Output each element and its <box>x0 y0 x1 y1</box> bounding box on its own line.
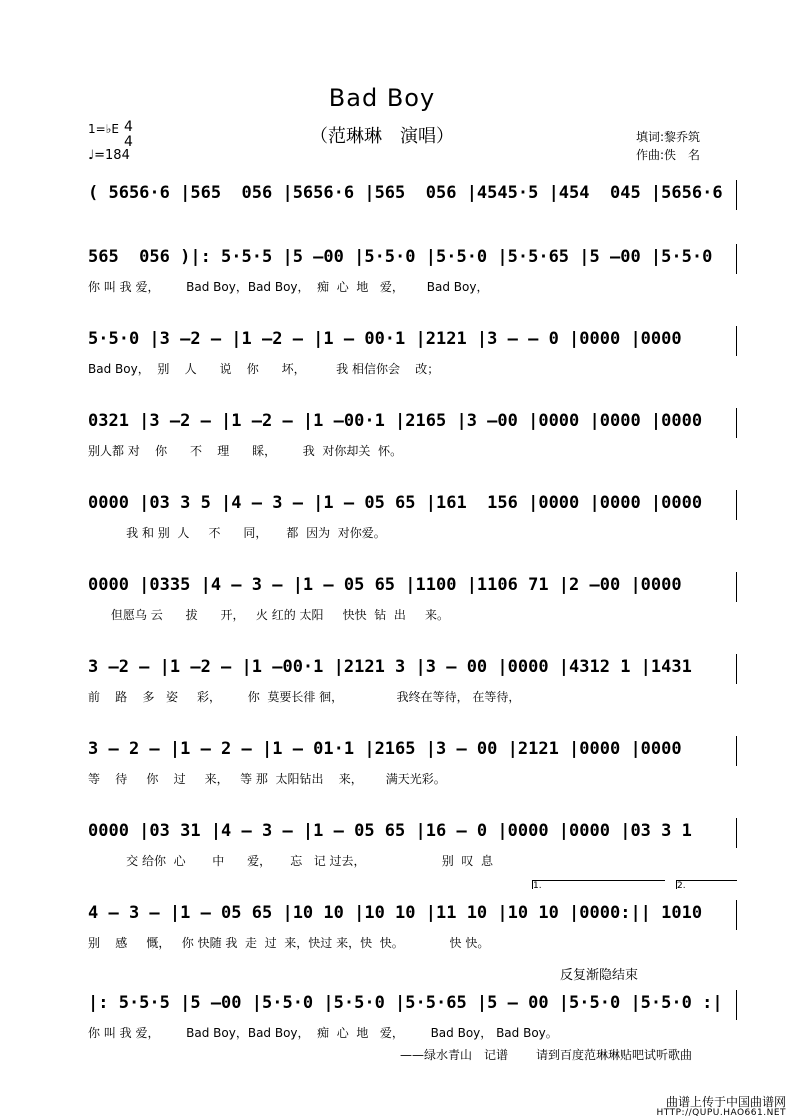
lyricist-credit: 填词:黎乔筑 <box>636 130 701 144</box>
score-row <box>86 900 738 960</box>
row-notes: 5·5·0 |3 —2 — |1 —2 — |1 — 00·1 |2121 |3 — — 0 |0000 |0000 <box>88 329 682 349</box>
score-row <box>86 818 738 878</box>
key-signature: 1=♭E <box>88 122 119 136</box>
row-lyrics: 我 和 别 人 不 同， 都 因为 对你爱。 <box>88 526 386 540</box>
row-lyrics: Bad Boy， 别 人 说 你 坏， 我 相信你会 改； <box>88 362 440 376</box>
barline <box>736 490 737 520</box>
song-title: Bad Boy <box>328 84 436 112</box>
barline <box>736 654 737 684</box>
transcriber-credit: ——绿水青山 记谱 <box>400 1048 509 1062</box>
row-lyrics: 前 路 多 姿 彩， 你 莫要长徘 徊， 我终在等待， 在等待， <box>88 690 521 704</box>
score-row <box>86 736 738 796</box>
barline <box>736 572 737 602</box>
score-row <box>86 408 738 468</box>
tempo-marking: ♩=184 <box>88 148 130 163</box>
row-notes: 3 — 2 — |1 — 2 — |1 — 01·1 |2165 |3 — 00 |2121 |0000 |0000 <box>88 739 682 759</box>
meter-top: 4 <box>124 119 133 135</box>
row-lyrics: 你 叫 我 爱， Bad Boy，Bad Boy， 痴 心 地 爱， Bad Boy， Bad Boy。 <box>88 1026 558 1040</box>
time-signature <box>124 120 133 150</box>
composer-credit: 作曲:佚 名 <box>636 148 701 162</box>
row-lyrics: 别人都 对 你 不 理 睬， 我 对你却关 怀。 <box>88 444 403 458</box>
meter-bottom: 4 <box>124 134 133 150</box>
barline <box>736 990 737 1020</box>
row-lyrics: 你 叫 我 爱， Bad Boy，Bad Boy， 痴 心 地 爱， Bad Boy， <box>88 280 489 294</box>
score-row <box>86 572 738 632</box>
barline <box>736 408 737 438</box>
score-row <box>86 654 738 714</box>
barline <box>736 244 737 274</box>
barline <box>736 326 737 356</box>
barline <box>736 818 737 848</box>
listen-note: 请到百度范琳琳贴吧试听歌曲 <box>536 1048 693 1062</box>
row-notes: ( 5656·6 |565 056 |5656·6 |565 056 |4545·5 |454 045 |5656·6 <box>88 183 723 203</box>
row-notes: 0321 |3 —2 — |1 —2 — |1 —00·1 |2165 |3 —00 |0000 |0000 |0000 <box>88 411 703 431</box>
song-subtitle: （范琳琳 演唱） <box>310 126 454 147</box>
row-notes: 4 — 3 — |1 — 05 65 |10 10 |10 10 |11 10 |10 10 |0000:|| 1010 <box>88 903 703 923</box>
score-row <box>86 490 738 550</box>
watermark-line2: HTTP://QUPU.HAO661.NET <box>656 1108 786 1118</box>
barline <box>736 900 737 930</box>
score-row <box>86 180 738 240</box>
row-lyrics: 等 待 你 过 来， 等 那 太阳钻出 来， 满天光彩。 <box>88 772 446 786</box>
repeat-fade-note: 反复渐隐结束 <box>560 968 639 983</box>
score-row <box>86 244 738 304</box>
row-notes: 0000 |03 3 5 |4 — 3 — |1 — 05 65 |161 156 |0000 |0000 |0000 <box>88 493 703 513</box>
watermark-line1: 曲谱上传于中国曲谱网 <box>665 1095 786 1109</box>
row-notes: 0000 |0335 |4 — 3 — |1 — 05 65 |1100 |1106 71 |2 —00 |0000 <box>88 575 682 595</box>
barline <box>736 736 737 766</box>
row-notes: 565 056 )|: 5·5·5 |5 —00 |5·5·0 |5·5·0 |5·5·65 |5 —00 |5·5·0 <box>88 247 713 267</box>
volta-second-bracket: 2. <box>676 880 737 889</box>
score-row <box>86 326 738 386</box>
row-lyrics: 别 感 慨， 你 快随 我 走 过 来，快过 来，快 快。 快 快。 <box>88 936 490 950</box>
barline <box>736 180 737 210</box>
row-notes: |: 5·5·5 |5 —00 |5·5·0 |5·5·0 |5·5·65 |5 — 00 |5·5·0 |5·5·0 :| <box>88 993 723 1013</box>
score-row <box>86 990 738 1050</box>
row-lyrics: 但愿乌 云 拔 开， 火 红的 太阳 快快 钻 出 来。 <box>88 608 449 622</box>
row-notes: 0000 |03 31 |4 — 3 — |1 — 05 65 |16 — 0 |0000 |0000 |03 3 1 <box>88 821 692 841</box>
row-lyrics: 交 给你 心 中 爱， 忘 记 过去， 别 叹 息 <box>88 854 494 868</box>
row-notes: 3 —2 — |1 —2 — |1 —00·1 |2121 3 |3 — 00 |0000 |4312 1 |1431 <box>88 657 692 677</box>
volta-first-bracket: 1. <box>532 880 665 889</box>
